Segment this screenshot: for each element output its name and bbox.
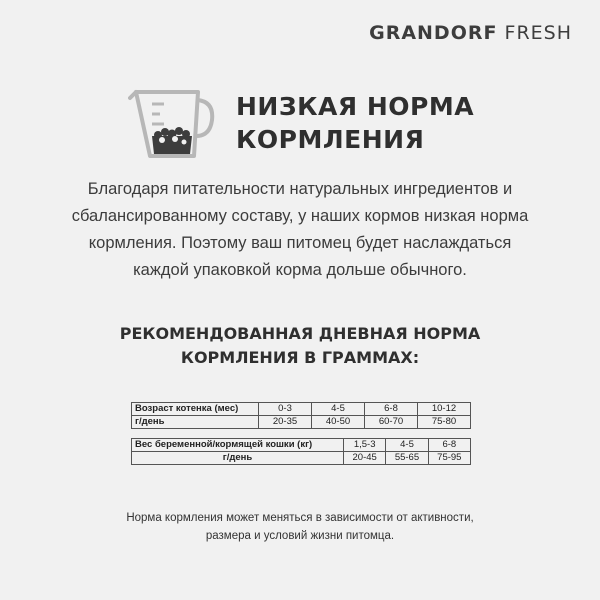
footnote-line-2: размера и условий жизни питомца. xyxy=(205,530,395,542)
title-line-1: НИЗКАЯ НОРМА xyxy=(236,92,475,121)
table-row xyxy=(132,416,471,429)
description-line-3: кормления. Поэтому ваш питомец будет наслаждаться xyxy=(88,234,512,252)
table-header-cell: 10-12 xyxy=(418,403,471,416)
measuring-cup-icon xyxy=(128,84,220,164)
table-header-cell: 0-3 xyxy=(259,403,312,416)
table-header-cell: 4-5 xyxy=(386,439,428,452)
footnote xyxy=(60,509,540,545)
table-cell: 55-65 xyxy=(386,452,428,465)
brand-name-bold: GRANDORF xyxy=(369,22,498,44)
brand-name-light: FRESH xyxy=(504,22,572,44)
table-row xyxy=(132,439,471,452)
table-cell: 75-95 xyxy=(428,452,470,465)
table-cell: 60-70 xyxy=(365,416,418,429)
table-header-cell: 6-8 xyxy=(365,403,418,416)
footnote-line-1: Норма кормления может меняться в зависимости от активности, xyxy=(126,512,474,524)
page-title xyxy=(236,90,474,156)
table-row xyxy=(132,452,471,465)
table-row-label: г/день xyxy=(132,416,259,429)
table-row xyxy=(132,403,471,416)
feeding-norm-heading xyxy=(60,322,540,370)
description-line-2: сбалансированному составу, у наших кормов низкая норма xyxy=(71,207,529,225)
table-row-label: г/день xyxy=(132,452,344,465)
pregnant-cat-feeding-table xyxy=(131,438,471,465)
table-header-cell: 4-5 xyxy=(312,403,365,416)
table-cell: 20-35 xyxy=(259,416,312,429)
table-header-label: Вес беременной/кормящей кошки (кг) xyxy=(132,439,344,452)
kitten-feeding-table xyxy=(131,402,471,429)
table-header-label: Возраст котенка (мес) xyxy=(132,403,259,416)
description-line-4: каждой упаковкой корма дольше обычного. xyxy=(133,261,467,279)
subheading-line-2: КОРМЛЕНИЯ В ГРАММАХ: xyxy=(180,348,420,367)
brand-logo xyxy=(369,22,572,44)
title-line-2: КОРМЛЕНИЯ xyxy=(236,125,425,154)
description-line-1: Благодаря питательности натуральных ингредиентов и xyxy=(87,180,513,198)
table-header-cell: 6-8 xyxy=(428,439,470,452)
headline-block xyxy=(128,84,548,164)
description-paragraph xyxy=(30,176,570,284)
table-cell: 20-45 xyxy=(344,452,386,465)
table-header-cell: 1,5-3 xyxy=(344,439,386,452)
subheading-line-1: РЕКОМЕНДОВАННАЯ ДНЕВНАЯ НОРМА xyxy=(119,324,481,343)
table-cell: 75-80 xyxy=(418,416,471,429)
table-cell: 40-50 xyxy=(312,416,365,429)
